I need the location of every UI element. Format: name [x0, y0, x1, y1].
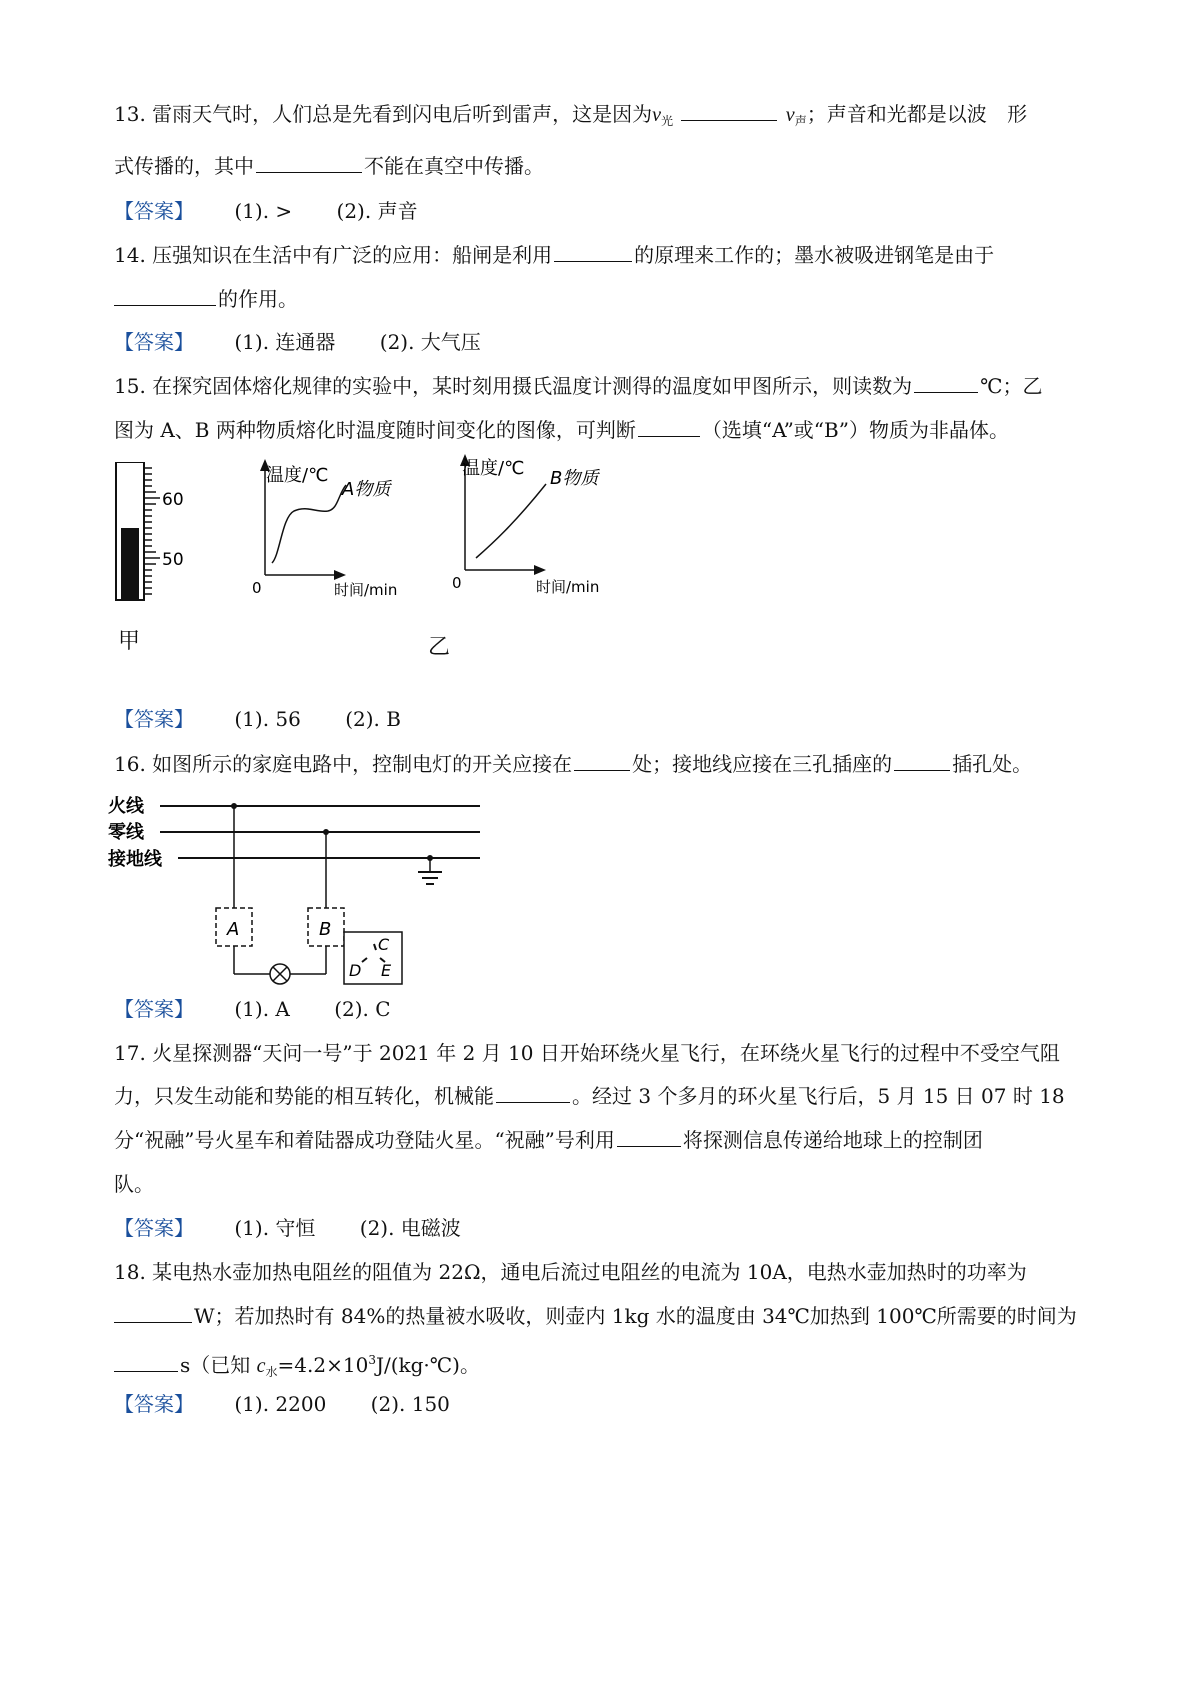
graph-a-curve — [272, 485, 346, 563]
q14-answer: 【答案】 (1). 连通器 (2). 大气压 — [114, 330, 481, 354]
thermometer-liquid — [121, 528, 139, 600]
q13-blank-1 — [681, 100, 777, 121]
q13-line1: 13. 雷雨天气时，人们总是先看到闪电后听到雷声，这是因为$v_光$ $v_声$；声音和光都是以波 形 — [114, 102, 1028, 128]
q18-blank-2 — [114, 1351, 178, 1372]
q18-line1: 18. 某电热水壶加热电阻丝的阻值为 22Ω，通电后流过电阻丝的电流为 10A，电热水壶加热时的功率为 — [114, 1260, 1027, 1284]
q18-line2: W；若加热时有 84%的热量被水吸收，则壶内 1kg 水的温度由 34℃加热到 100℃所需要的时间为 — [114, 1302, 1077, 1330]
q13-answer: 【答案】 (1). > (2). 声音 — [114, 199, 418, 223]
figure-label-jia: 甲 — [118, 629, 141, 654]
q16-line1: 16. 如图所示的家庭电路中，控制电灯的开关应接在 处；接地线应接在三孔插座的 插孔处。 — [114, 752, 1033, 776]
wire-neutral-label: 零线 — [108, 822, 144, 843]
q16-blank-2 — [894, 750, 950, 771]
q18-blank-1 — [114, 1302, 192, 1323]
thermometer-ticks — [144, 468, 160, 594]
q17-line4: 队。 — [114, 1172, 154, 1196]
wire-live-label: 火线 — [108, 796, 144, 817]
lamp-icon — [270, 964, 290, 984]
graph-a-xlabel: 时间/min — [334, 581, 398, 599]
graph-b-origin: 0 — [452, 574, 462, 592]
ground-symbol-icon — [418, 855, 442, 884]
q18-line3: s（已知 $c_水=4.2\times 10^3J/(kg\cdot℃)$。 — [114, 1346, 480, 1386]
graph-b-figure — [450, 450, 630, 600]
q14-blank-1 — [554, 241, 632, 262]
socket-e-label: E — [381, 961, 392, 980]
graph-a-series-label: A物质 — [342, 479, 391, 500]
q18-answer: 【答案】 (1). 2200 (2). 150 — [114, 1392, 450, 1416]
figure-label-yi: 乙 — [428, 635, 451, 660]
q16-blank-1 — [574, 750, 630, 771]
q13-blank-2 — [256, 152, 362, 173]
q15-blank-1 — [914, 372, 978, 393]
q14-line2: 的作用。 — [114, 285, 298, 313]
q14-line1: 14. 压强知识在生活中有广泛的应用：船闸是利用 的原理来工作的；墨水被吸进钢笔是由于 — [114, 243, 995, 267]
graph-a-origin: 0 — [252, 579, 262, 597]
socket-d-label: D — [349, 961, 362, 980]
graph-b-xaxis-arrow — [534, 565, 546, 575]
graph-a-xaxis-arrow — [334, 570, 346, 580]
socket-c-label: C — [378, 935, 390, 954]
thermometer-figure — [108, 462, 198, 610]
graph-b-xlabel: 时间/min — [536, 578, 600, 596]
graph-b-curve — [476, 484, 546, 558]
thermometer-label-50: 50 — [162, 550, 184, 570]
wire-ground-label: 接地线 — [108, 849, 162, 870]
graph-a-ylabel: 温度/℃ — [266, 465, 329, 486]
q13-line2: 式传播的，其中 不能在真空中传播。 — [114, 154, 544, 178]
thermometer-label-60: 60 — [162, 490, 184, 510]
q15-line1: 15. 在探究固体熔化规律的实验中，某时刻用摄氏温度计测得的温度如甲图所示，则读数为 ℃；乙 — [114, 374, 1043, 398]
q15-line2: 图为 A、B 两种物质熔化时温度随时间变化的图像，可判断 （选填“A”或“B”）物质为非晶体。 — [114, 418, 1009, 442]
graph-b-series-label: B物质 — [550, 468, 599, 489]
q17-line1: 17. 火星探测器“天问一号”于 2021 年 2 月 10 日开始环绕火星飞行，在环绕火星飞行的过程中不受空气阻 — [114, 1041, 1060, 1065]
q15-blank-2 — [638, 416, 700, 437]
q15-answer: 【答案】 (1). 56 (2). B — [114, 707, 401, 731]
q17-blank-2 — [617, 1126, 681, 1147]
q17-line2: 力，只发生动能和势能的相互转化，机械能 。经过 3 个多月的环火星飞行后，5 月 15 日 07 时 18 — [114, 1084, 1065, 1108]
q17-answer: 【答案】 (1). 守恒 (2). 电磁波 — [114, 1216, 461, 1240]
q17-line3: 分“祝融”号火星车和着陆器成功登陆火星。“祝融”号利用 将探测信息传递给地球上的控制团 — [114, 1128, 983, 1152]
graph-b-ylabel: 温度/℃ — [462, 458, 525, 479]
q16-answer: 【答案】 (1). A (2). C — [114, 997, 391, 1021]
box-a-label: A — [227, 919, 240, 940]
box-b-label: B — [319, 919, 332, 940]
q17-blank-1 — [496, 1082, 570, 1103]
graph-a-figure — [250, 455, 430, 605]
q14-blank-2 — [114, 285, 216, 306]
